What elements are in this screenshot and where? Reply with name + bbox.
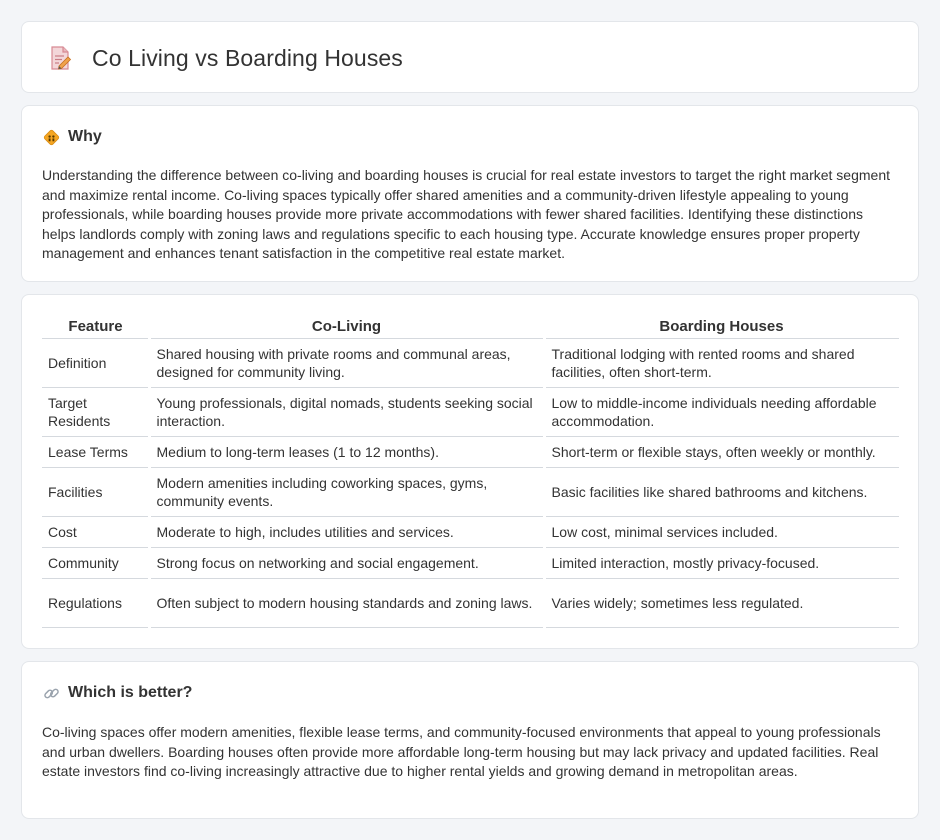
document-edit-icon: [46, 44, 74, 72]
boarding-houses-cell: Low to middle-income individuals needing affordable accommodation.: [544, 387, 899, 436]
boarding-houses-cell: Varies widely; sometimes less regulated.: [544, 578, 899, 627]
header-boarding-houses: Boarding Houses: [544, 316, 899, 338]
boarding-houses-cell: Traditional lodging with rented rooms and shared facilities, often short-term.: [544, 338, 899, 387]
table-row: [42, 338, 899, 387]
co-living-cell: Modern amenities including coworking spaces, gyms, community events.: [149, 467, 544, 516]
co-living-cell: Medium to long-term leases (1 to 12 months).: [149, 436, 544, 467]
feature-cell: Cost: [42, 516, 149, 547]
co-living-cell: Moderate to high, includes utilities and services.: [149, 516, 544, 547]
header-feature: Feature: [42, 316, 149, 338]
feature-cell: Definition: [42, 338, 149, 387]
boarding-houses-cell: Low cost, minimal services included.: [544, 516, 899, 547]
feature-cell: Target Residents: [42, 387, 149, 436]
header-co-living: Co-Living: [149, 316, 544, 338]
better-paragraph: Co-living spaces offer modern amenities, flexible lease terms, and community-focused environments that appeal to young professionals and urban dwellers. Boarding houses often provide more affordable long-term housing but may lack privacy and updated facilities. Real estate investors find co-living increasingly attractive due to higher rental yields and growing demand in metropolitan areas.: [42, 724, 881, 780]
co-living-cell: Often subject to modern housing standards and zoning laws.: [149, 578, 544, 627]
table-row: [42, 467, 899, 516]
co-living-cell: Young professionals, digital nomads, students seeking social interaction.: [149, 387, 544, 436]
page-title: Co Living vs Boarding Houses: [92, 44, 403, 71]
link-icon: [43, 685, 60, 702]
feature-cell: Facilities: [42, 467, 149, 516]
title-row: [46, 44, 403, 72]
table-row: [42, 387, 899, 436]
co-living-cell: Shared housing with private rooms and communal areas, designed for community living.: [149, 338, 544, 387]
why-header: [43, 128, 102, 146]
feature-cell: Regulations: [42, 578, 149, 627]
diamond-sign-icon: [43, 129, 60, 146]
why-paragraph: Understanding the difference between co-living and boarding houses is crucial for real estate investors to target the right market segment and maximize rental income. Co-living spaces typically offer shared amenities and a community-driven lifestyle appealing to young professionals, while boarding houses provide more private accommodations with fewer shared facilities. Identifying these distinctions helps landlords comply with zoning laws and regulations specific to each housing type. Accurate knowledge ensures proper property management and enhances tenant satisfaction in the competitive real estate market.: [42, 167, 890, 262]
feature-cell: Lease Terms: [42, 436, 149, 467]
better-heading: Which is better?: [68, 684, 193, 701]
boarding-houses-cell: Short-term or flexible stays, often weekly or monthly.: [544, 436, 899, 467]
table-header-row: [42, 316, 899, 338]
table-row: [42, 578, 899, 627]
comparison-table: [42, 316, 899, 628]
comparison-section: [21, 294, 919, 649]
which-is-better-section: [21, 661, 919, 819]
table-row: [42, 516, 899, 547]
why-section: [21, 105, 919, 282]
co-living-cell: Strong focus on networking and social engagement.: [149, 547, 544, 578]
why-heading: Why: [68, 128, 102, 145]
table-row: [42, 436, 899, 467]
boarding-houses-cell: Basic facilities like shared bathrooms and kitchens.: [544, 467, 899, 516]
feature-cell: Community: [42, 547, 149, 578]
boarding-houses-cell: Limited interaction, mostly privacy-focused.: [544, 547, 899, 578]
better-header: [43, 684, 192, 702]
title-card: [21, 21, 919, 93]
table-row: [42, 547, 899, 578]
